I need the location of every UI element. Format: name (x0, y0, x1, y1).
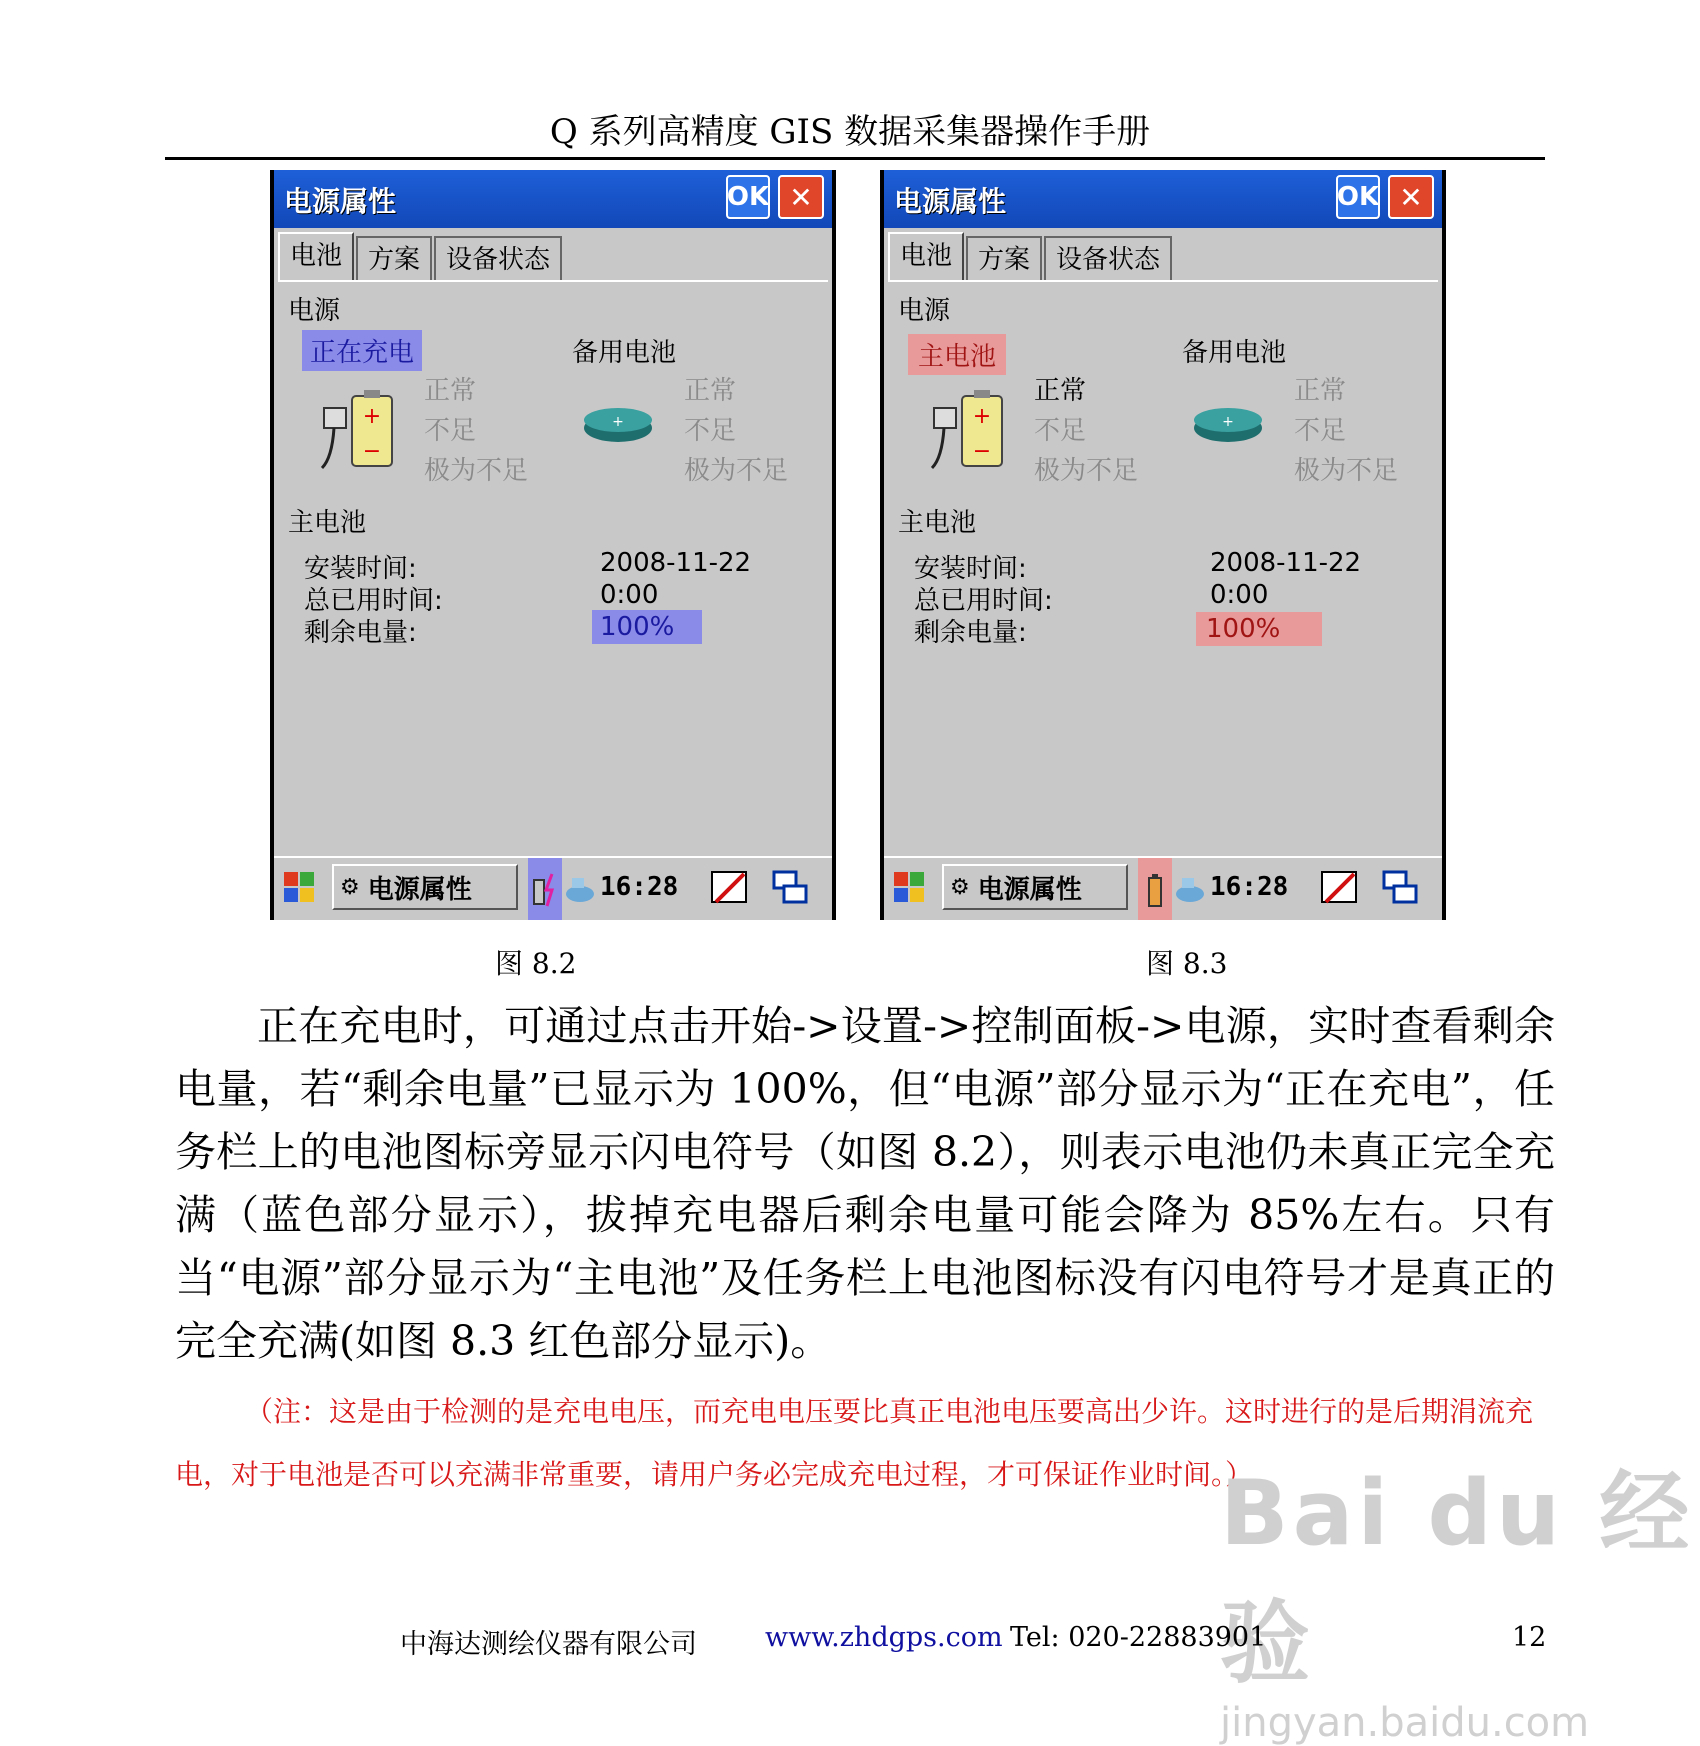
ok-button[interactable]: OK (1336, 175, 1380, 219)
install-time-label: 安装时间: (304, 554, 417, 584)
windows-start-icon[interactable] (888, 866, 932, 910)
input-panel-icon[interactable] (1320, 868, 1360, 908)
figure-caption-8-3: 图 8.3 (1146, 947, 1228, 980)
tab-device-status[interactable]: 设备状态 (1044, 236, 1172, 282)
tab-battery[interactable]: 电池 (888, 232, 964, 282)
remaining-charge-label: 剩余电量: (304, 618, 417, 648)
ok-button[interactable]: OK (726, 175, 770, 219)
power-app-icon: ⚙ (340, 874, 360, 900)
install-time-value: 2008-11-22 (1210, 548, 1362, 578)
remaining-charge-value: 100% (1196, 612, 1322, 646)
tab-scheme[interactable]: 方案 (966, 236, 1042, 282)
svg-text:+: + (612, 414, 624, 430)
page-header: Q 系列高精度 GIS 数据采集器操作手册 (549, 112, 1151, 152)
section-main-battery-label: 主电池 (288, 508, 367, 538)
taskbar-app-button[interactable] (332, 864, 518, 910)
battery-charging-tray-icon[interactable] (528, 858, 562, 920)
tab-divider (278, 280, 828, 282)
level-low: 不足 (1034, 416, 1087, 446)
backup-level-low: 不足 (684, 416, 737, 446)
svg-text:−: − (972, 439, 992, 464)
input-panel-icon[interactable] (710, 868, 750, 908)
section-main-battery-label: 主电池 (898, 508, 977, 538)
tab-device-status[interactable]: 设备状态 (434, 236, 562, 282)
window-title: 电源属性 (894, 185, 1007, 218)
backup-level-critical: 极为不足 (1294, 456, 1399, 486)
main-battery-icon (924, 388, 1014, 478)
power-status-badge: 正在充电 (302, 330, 422, 371)
svg-text:+: + (972, 404, 992, 429)
backup-battery-icon (1192, 402, 1264, 446)
taskbar-clock[interactable]: 16:28 (600, 872, 679, 902)
watermark-brand: Bai du 经验 (1220, 1461, 1694, 1696)
tab-battery[interactable]: 电池 (278, 232, 354, 282)
taskbar-clock[interactable]: 16:28 (1210, 872, 1289, 902)
tab-strip (888, 236, 1174, 280)
used-time-label: 总已用时间: (304, 586, 443, 616)
screenshot-fig-8-3 (880, 170, 1446, 920)
level-normal: 正常 (424, 376, 477, 406)
backup-level-critical: 极为不足 (684, 456, 789, 486)
watermark (1220, 1440, 1700, 1746)
backup-level-normal: 正常 (684, 376, 737, 406)
used-time-value: 0:00 (1210, 580, 1269, 610)
footer-tel: Tel: 020-22883901 (1010, 1622, 1267, 1653)
svg-text:−: − (362, 439, 382, 464)
level-critical: 极为不足 (1034, 456, 1139, 486)
section-power-label: 电源 (898, 296, 951, 326)
charging-battery-icon (314, 388, 404, 478)
install-time-label: 安装时间: (914, 554, 1027, 584)
footer-website[interactable]: www.zhdgps.com (765, 1622, 1003, 1653)
tab-divider (888, 280, 1438, 282)
screenshot-fig-8-2 (270, 170, 836, 920)
window-titlebar (884, 170, 1442, 228)
backup-battery-icon (582, 402, 654, 446)
window-titlebar (274, 170, 832, 228)
level-normal: 正常 (1034, 376, 1087, 406)
taskbar (274, 856, 832, 920)
backup-battery-label: 备用电池 (1182, 338, 1287, 368)
backup-level-normal: 正常 (1294, 376, 1347, 406)
power-app-icon: ⚙ (950, 874, 970, 900)
level-low: 不足 (424, 416, 477, 446)
window-title: 电源属性 (284, 185, 397, 218)
taskbar-app-label: 电源属性 (977, 874, 1082, 905)
used-time-value: 0:00 (600, 580, 659, 610)
backup-battery-label: 备用电池 (572, 338, 677, 368)
windows-start-icon[interactable] (278, 866, 322, 910)
close-button[interactable]: ✕ (778, 175, 824, 219)
close-button[interactable]: ✕ (1388, 175, 1434, 219)
svg-text:+: + (362, 404, 382, 429)
svg-text:+: + (1222, 414, 1234, 430)
remaining-charge-label: 剩余电量: (914, 618, 1027, 648)
backup-level-low: 不足 (1294, 416, 1347, 446)
window-switch-icon[interactable] (1380, 868, 1420, 908)
figure-caption-8-2: 图 8.2 (495, 947, 577, 980)
install-time-value: 2008-11-22 (600, 548, 752, 578)
taskbar-app-button[interactable] (942, 864, 1128, 910)
header-rule (165, 157, 1545, 160)
window-switch-icon[interactable] (770, 868, 810, 908)
taskbar (884, 856, 1442, 920)
note-paragraph: （注：这是由于检测的是充电电压，而充电电压要比真正电池电压要高出少许。这时进行的是后期涓流充电，对于电池是否可以充满非常重要，请用户务必完成充电过程，才可保证作业时间。） (175, 1395, 1534, 1491)
network-tray-icon[interactable] (564, 874, 596, 906)
footer-company: 中海达测绘仪器有限公司 (400, 1629, 697, 1660)
level-critical: 极为不足 (424, 456, 529, 486)
remaining-charge-value: 100% (592, 610, 702, 644)
tab-scheme[interactable]: 方案 (356, 236, 432, 282)
battery-tray-icon[interactable] (1138, 858, 1172, 920)
page-number: 12 (1512, 1622, 1547, 1653)
network-tray-icon[interactable] (1174, 874, 1206, 906)
used-time-label: 总已用时间: (914, 586, 1053, 616)
watermark-url: jingyan.baidu.com (1220, 1700, 1590, 1746)
body-paragraph: 正在充电时，可通过点击开始->设置->控制面板->电源，实时查看剩余电量，若“剩余电量”已显示为 100%，但“电源”部分显示为“正在充电”，任务栏上的电池图标旁显示闪电符号（如图 8.2），则表示电池仍未真正完全充满（蓝色部分显示），拔掉充电器后剩余电量可能会降为 85%左右。只有当“电源”部分显示为“主电池”及任务栏上电池图标没有闪电符号才是真正的完全充满(如图 8.3 红色部分显示)。 (175, 1002, 1555, 1365)
section-power-label: 电源 (288, 296, 341, 326)
tab-strip (278, 236, 564, 280)
power-status-badge: 主电池 (908, 334, 1006, 375)
taskbar-app-label: 电源属性 (367, 874, 472, 905)
